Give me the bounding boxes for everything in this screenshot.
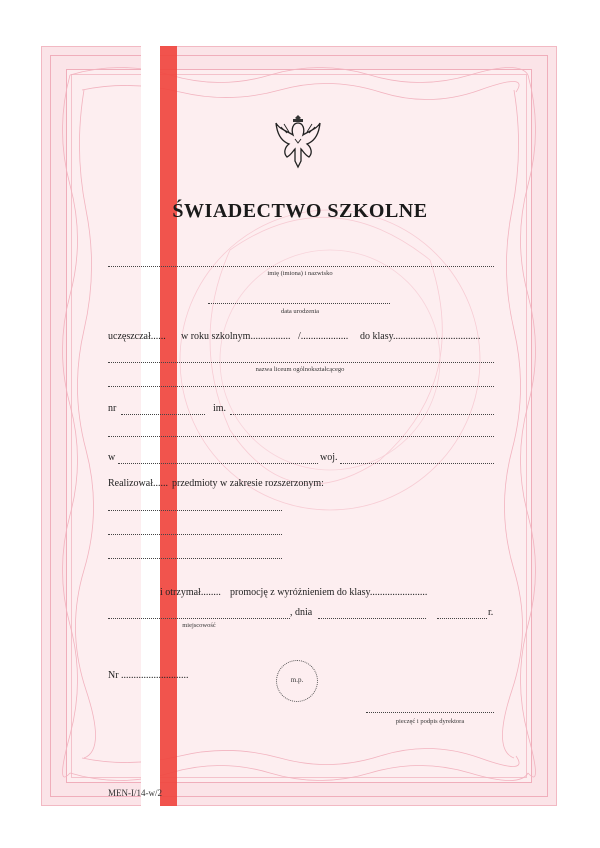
birth-date-caption: data urodzenia xyxy=(280,308,320,315)
date-line xyxy=(318,618,426,619)
class-text: do klasy................................... xyxy=(360,331,481,342)
patron-line xyxy=(230,414,494,415)
city-line xyxy=(118,463,318,464)
school-year-text: w roku szkolnym................ xyxy=(181,331,291,342)
promotion-text: promocję z wyróżnieniem do klasy....................... xyxy=(230,587,428,598)
attended-text: uczęszczał...... xyxy=(108,331,166,342)
form-code: MEN-I/14-w/2 xyxy=(108,788,162,798)
school-name-caption: nazwa liceum ogólnokształcącego xyxy=(255,366,345,373)
school-name-line-2 xyxy=(108,386,494,387)
name-caption: imię (imiona) i nazwisko xyxy=(267,270,333,277)
certificate-title: ŚWIADECTWO SZKOLNE xyxy=(172,200,428,222)
subject-line-1 xyxy=(108,510,282,511)
school-name-line xyxy=(108,362,494,363)
signature-caption: pieczęć i podpis dyrektora xyxy=(395,718,465,725)
official-stamp-placeholder xyxy=(276,660,318,702)
received-text: i otrzymał........ xyxy=(160,587,221,598)
name-field-line xyxy=(108,266,494,267)
subject-line-2 xyxy=(108,534,282,535)
stamp-label: m.p. xyxy=(290,676,304,684)
subject-line-3 xyxy=(108,558,282,559)
patron-line-2 xyxy=(108,436,494,437)
patron-label: im. xyxy=(213,403,227,414)
school-number-label: nr xyxy=(108,403,117,414)
voivodeship-label: woj. xyxy=(320,452,338,463)
extended-subjects-text: przedmioty w zakresie rozszerzonym: xyxy=(172,478,324,489)
year-suffix: r. xyxy=(488,607,494,618)
place-line xyxy=(108,618,290,619)
voivodeship-line xyxy=(340,463,494,464)
realized-text: Realizował...... xyxy=(108,478,168,489)
flag-stripe-red xyxy=(160,46,177,806)
signature-line xyxy=(366,712,494,713)
school-year-end-text: /................... xyxy=(298,331,349,342)
year-line xyxy=(437,618,487,619)
place-caption: miejscowość xyxy=(182,622,216,629)
flag-stripe-white xyxy=(141,46,160,806)
birth-date-line xyxy=(208,303,390,304)
polish-eagle-emblem-icon xyxy=(273,111,323,171)
certificate-number: Nr ........................... xyxy=(108,670,189,681)
school-number-line xyxy=(121,414,205,415)
city-label: w xyxy=(108,452,116,463)
date-label: , dnia xyxy=(290,607,313,618)
